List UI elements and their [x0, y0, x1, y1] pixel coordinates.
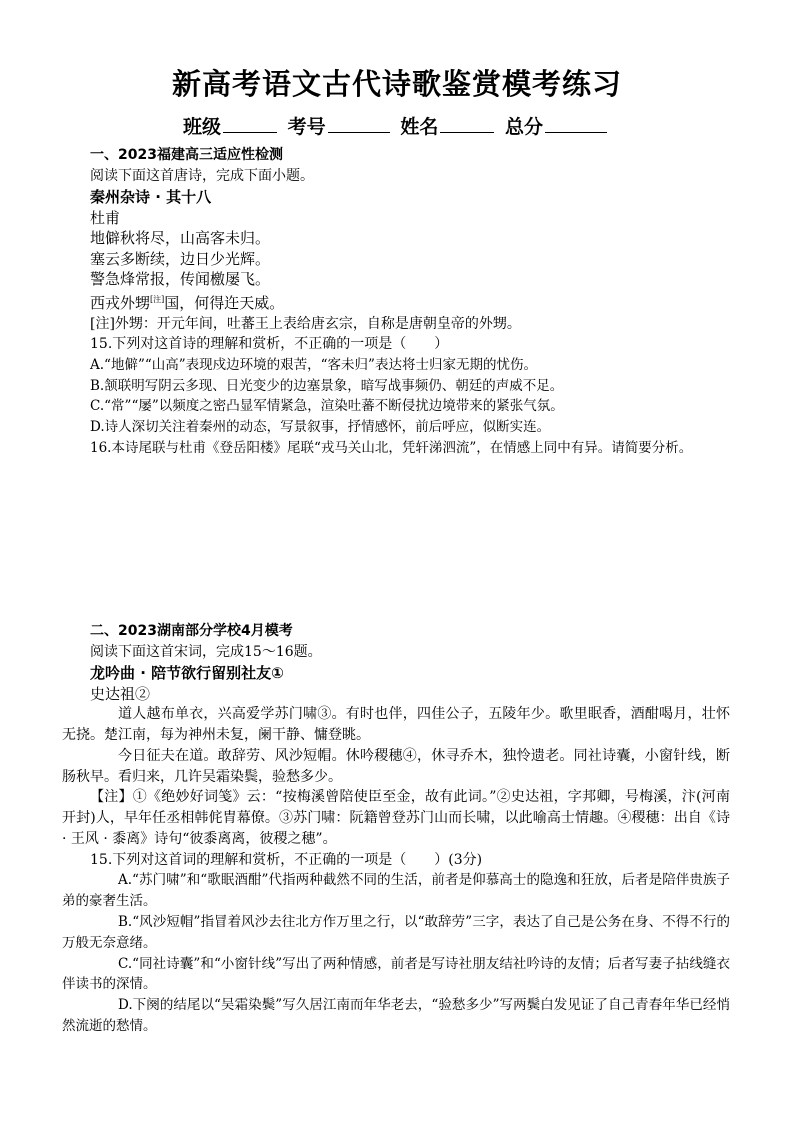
- section-1: [90, 145, 730, 459]
- poem-1-line-part: 西戎外甥: [90, 293, 151, 312]
- number-label: 考号: [287, 116, 326, 138]
- footnote-marker: [注]: [150, 294, 165, 304]
- question-15-option-d: D.诗人深切关注着秦州的动态，写景叙事，抒情感怀，前后呼应，似断实连。: [90, 419, 551, 436]
- question-15-option-c: C.“常”“屡”以频度之密凸显军情紧急，渲染吐蕃不断侵扰边境带来的紧张气氛。: [90, 398, 564, 415]
- score-blank[interactable]: [545, 116, 607, 133]
- poem-2-title: 龙吟曲 · 陪节欲行留别社友①: [90, 663, 284, 682]
- poem-1-line: 地僻秋将尽，山高客未归。: [90, 229, 271, 248]
- section-2-heading: 二、2023湖南部分学校4月模考: [90, 623, 293, 639]
- section-2-intro: 阅读下面这首宋词，完成15～16题。: [90, 644, 322, 660]
- section-2: [62, 621, 730, 1037]
- name-label: 姓名: [400, 116, 439, 138]
- question-15-stem: 15.下列对这首诗的理解和赏析，不正确的一项是（ ）: [90, 336, 449, 353]
- name-blank[interactable]: [440, 116, 494, 133]
- poem-2-stanza-2: 今日征夫在道。敢辞劳、风沙短帽。休吟稷穗④，休寻乔木，独怜遗老。同社诗囊，小窗针线，断肠秋早。看归来，几许吴霜染鬓，验愁多少。: [62, 747, 730, 785]
- question-16-stem: 16.本诗尾联与杜甫《登岳阳楼》尾联“戎马关山北，凭轩涕泗流”，在情感上同中有异。请简要分析。: [90, 439, 693, 456]
- poem-2-stanza-1: 道人越布单衣，兴高爱学苏门啸③。有时也伴，四佳公子，五陵年少。歌里眠香，酒酣喝月，壮怀无挠。楚江南，每为神州未复，阑干静、慵登眺。: [62, 706, 730, 743]
- class-label: 班级: [183, 116, 222, 138]
- poem-1-line-part: 国，何得迕天威。: [164, 293, 285, 312]
- poem-2-note: 【注】①《绝妙好词笺》云：“按梅溪曾陪使臣至金，故有此词。”②史达祖，字邦卿，号梅溪，汴(河南开封)人，早年任丞相韩侂胄幕僚。③苏门啸：阮籍曾登苏门山而长啸，以此喻高士情趣。④稷穗：出自《诗 · 王风 · 黍离》诗句“彼黍离离，彼稷之穗”。: [62, 789, 730, 847]
- question-15-option-c: C.“同社诗囊”和“小窗针线”写出了两种情感，前者是写诗社朋友结社吟诗的友情；后者写妻子拈线缝衣伴读书的深情。: [62, 955, 730, 993]
- question-15-option-d: D.下阕的结尾以“吴霜染鬓”写久居江南而年华老去，“验愁多少”写两鬓白发见证了自己青春年华已经悄然流逝的愁情。: [62, 997, 730, 1034]
- poem-2-author: 史达祖②: [90, 684, 151, 703]
- number-blank[interactable]: [328, 116, 390, 133]
- student-info-line: [0, 112, 794, 139]
- question-15-option-a: A.“地僻”“山高”表现戍边环境的艰苦，“客未归”表达将士归家无期的忧伤。: [90, 356, 537, 373]
- question-15-option-b: B.“风沙短帽”指冒着风沙去往北方作万里之行，以“敢辞劳”三字，表达了自己是公务在身、不得不行的万般无奈意绪。: [62, 913, 730, 951]
- section-1-intro: 阅读下面这首唐诗，完成下面小题。: [90, 168, 314, 184]
- section-1-heading: 一、2023福建高三适应性检测: [90, 147, 283, 163]
- question-15-option-a: A.“苏门啸”和“歌眠酒酣”代指两种截然不同的生活，前者是仰慕高士的隐逸和狂放，后者是陪伴贵族子弟的豪奢生活。: [62, 872, 730, 910]
- class-blank[interactable]: [223, 116, 277, 133]
- poem-1-note: [注]外甥：开元年间，吐蕃王上表给唐玄宗，自称是唐朝皇帝的外甥。: [90, 315, 521, 332]
- poem-1-author: 杜甫: [90, 208, 121, 227]
- question-15-option-b: B.颔联明写阴云多现、日光变少的边塞景象，暗写战事频仍、朝廷的声威不足。: [90, 377, 564, 394]
- question-15-stem: 15.下列对这首词的理解和赏析，不正确的一项是（ ）(3分): [90, 851, 483, 868]
- poem-1-line: 警急烽常报，传闻檄屡飞。: [90, 270, 271, 289]
- score-label: 总分: [504, 116, 543, 138]
- poem-1-line: [90, 290, 730, 314]
- page-title: 新高考语文古代诗歌鉴赏模考练习: [171, 67, 622, 101]
- poem-1-line: 塞云多断续，边日少光辉。: [90, 249, 271, 268]
- poem-1-title: 秦州杂诗 · 其十八: [90, 187, 212, 206]
